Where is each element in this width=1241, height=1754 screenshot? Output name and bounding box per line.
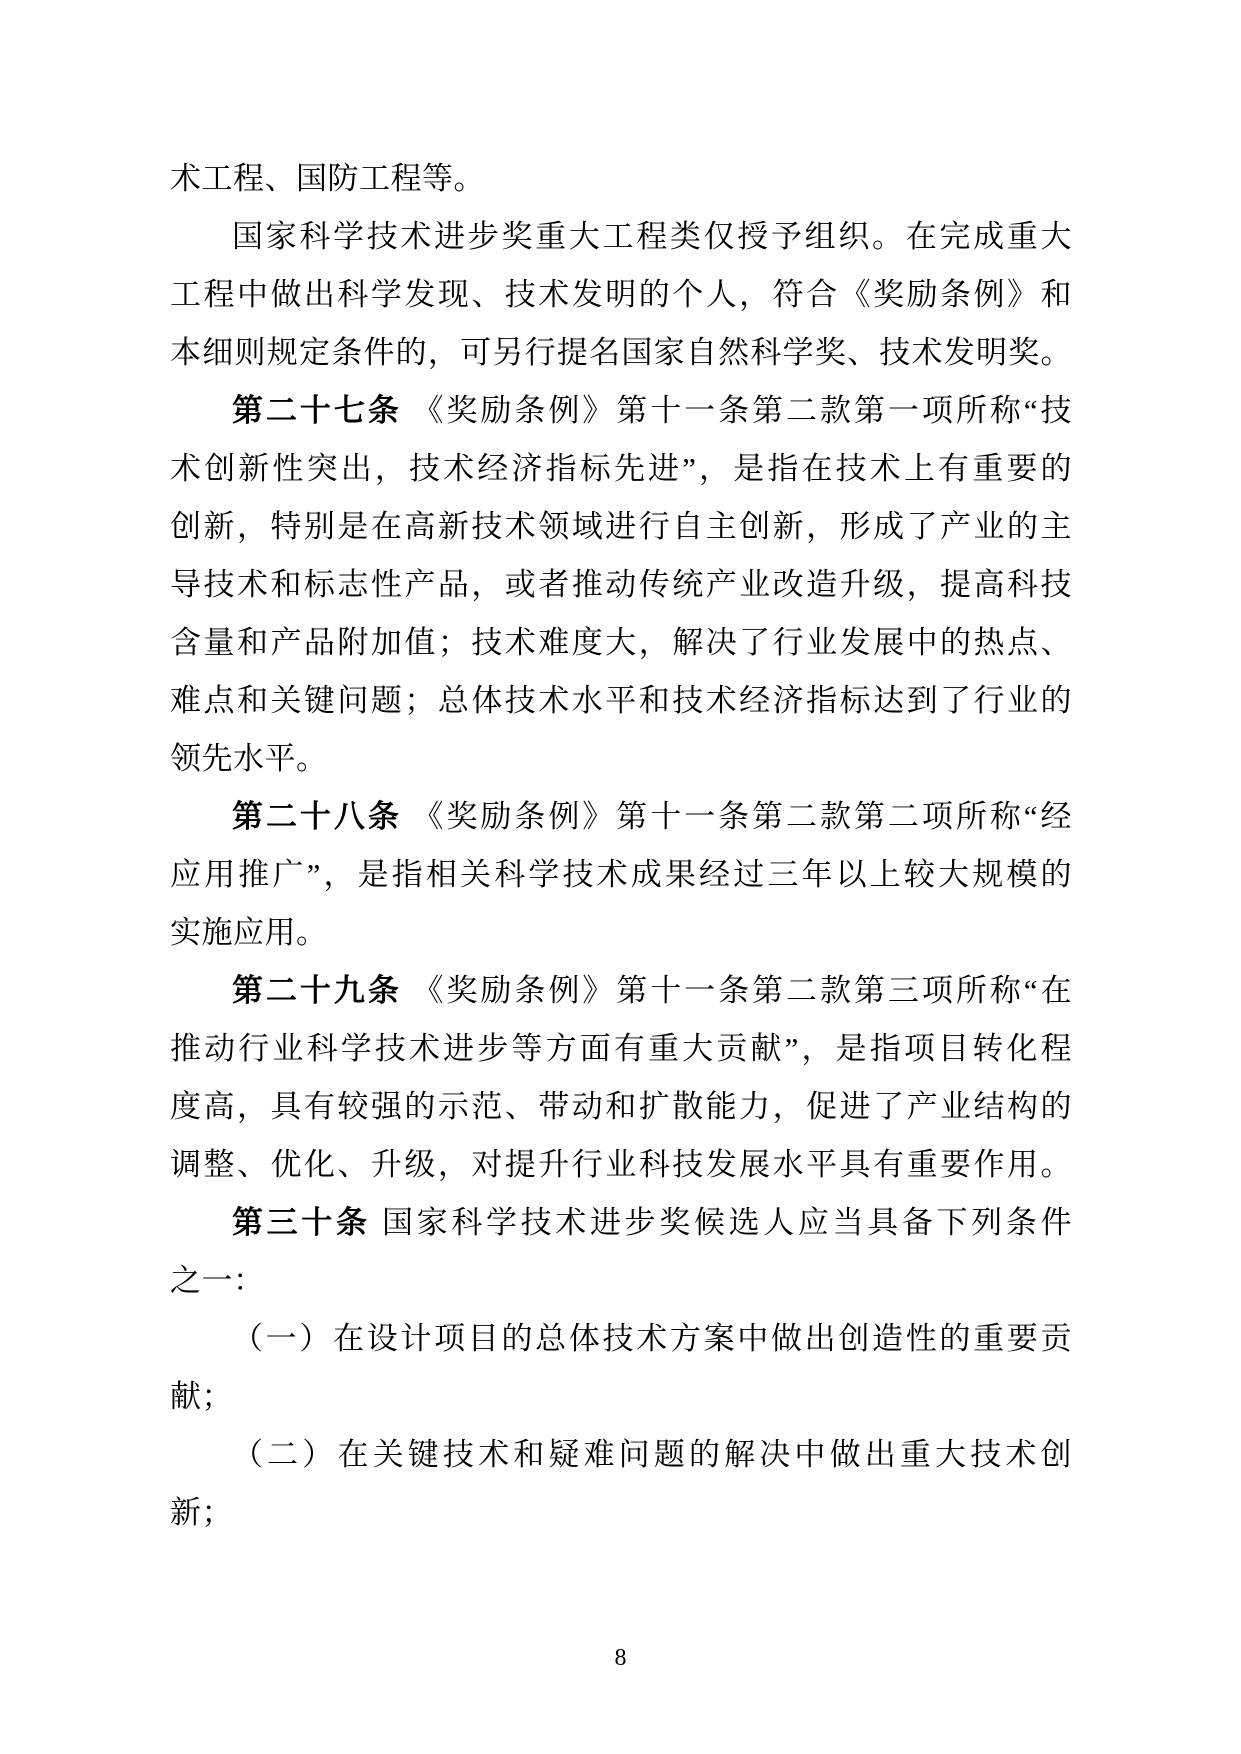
text-segment: 领先水平。 <box>170 741 328 776</box>
text-segment: 之一： <box>170 1263 265 1298</box>
text-segment: 《奖励条例》第十一条第二款第二项所称“经 <box>401 799 1072 834</box>
text-line <box>170 1368 1072 1426</box>
text-segment: 创新，特别是在高新技术领域进行自主创新，形成了产业的主 <box>170 509 1072 544</box>
text-segment: 工程中做出科学发现、技术发明的个人，符合《奖励条例》和 <box>170 277 1072 312</box>
text-segment: 本细则规定条件的，可另行提名国家自然科学奖、技术发明奖。 <box>170 335 1072 370</box>
text-segment: 应用推广”，是指相关科学技术成果经过三年以上较大规模的 <box>170 857 1072 892</box>
text-line <box>170 208 1072 266</box>
text-line <box>170 614 1072 672</box>
text-line <box>170 556 1072 614</box>
text-line <box>170 1426 1072 1484</box>
text-segment: 《奖励条例》第十一条第二款第三项所称“在 <box>401 973 1072 1008</box>
text-line <box>170 324 1072 382</box>
text-line <box>170 1310 1072 1368</box>
article-heading: 第二十八条 <box>232 799 402 834</box>
text-line <box>170 1078 1072 1136</box>
text-line <box>170 672 1072 730</box>
text-line <box>170 1252 1072 1310</box>
text-segment: 术创新性突出，技术经济指标先进”，是指在技术上有重要的 <box>170 451 1072 486</box>
text-line <box>170 1484 1072 1542</box>
text-line <box>170 730 1072 788</box>
text-segment: 推动行业科学技术进步等方面有重大贡献”，是指项目转化程 <box>170 1031 1072 1066</box>
text-segment: （二）在关键技术和疑难问题的解决中做出重大技术创 <box>232 1437 1072 1472</box>
text-line <box>170 382 1072 440</box>
text-line <box>170 962 1072 1020</box>
text-segment: 难点和关键问题；总体技术水平和技术经济指标达到了行业的 <box>170 683 1072 718</box>
text-segment: 度高，具有较强的示范、带动和扩散能力，促进了产业结构的 <box>170 1089 1072 1124</box>
text-line <box>170 150 1072 208</box>
article-heading: 第二十七条 <box>232 393 402 428</box>
article-heading: 第二十九条 <box>232 973 402 1008</box>
text-line <box>170 846 1072 904</box>
text-segment: 国家科学技术进步奖重大工程类仅授予组织。在完成重大 <box>232 219 1072 254</box>
text-line <box>170 1194 1072 1252</box>
article-heading: 第三十条 <box>232 1205 371 1240</box>
text-segment: 新； <box>170 1495 233 1530</box>
text-segment: 献； <box>170 1379 233 1414</box>
text-line <box>170 440 1072 498</box>
document-body <box>170 150 1072 1542</box>
text-segment: 导技术和标志性产品，或者推动传统产业改造升级，提高科技 <box>170 567 1072 602</box>
text-line <box>170 904 1072 962</box>
text-line <box>170 1136 1072 1194</box>
text-segment: （一）在设计项目的总体技术方案中做出创造性的重要贡 <box>232 1321 1072 1356</box>
text-segment: 国家科学技术进步奖候选人应当具备下列条件 <box>370 1205 1072 1240</box>
text-line <box>170 1020 1072 1078</box>
text-line <box>170 266 1072 324</box>
text-segment: 含量和产品附加值；技术难度大，解决了行业发展中的热点、 <box>170 625 1072 660</box>
text-segment: 调整、优化、升级，对提升行业科技发展水平具有重要作用。 <box>170 1147 1072 1182</box>
text-segment: 术工程、国防工程等。 <box>170 161 485 196</box>
text-line <box>170 788 1072 846</box>
text-line <box>170 498 1072 556</box>
text-segment: 《奖励条例》第十一条第二款第一项所称“技 <box>401 393 1072 428</box>
page-number: 8 <box>614 1645 627 1671</box>
text-segment: 实施应用。 <box>170 915 328 950</box>
